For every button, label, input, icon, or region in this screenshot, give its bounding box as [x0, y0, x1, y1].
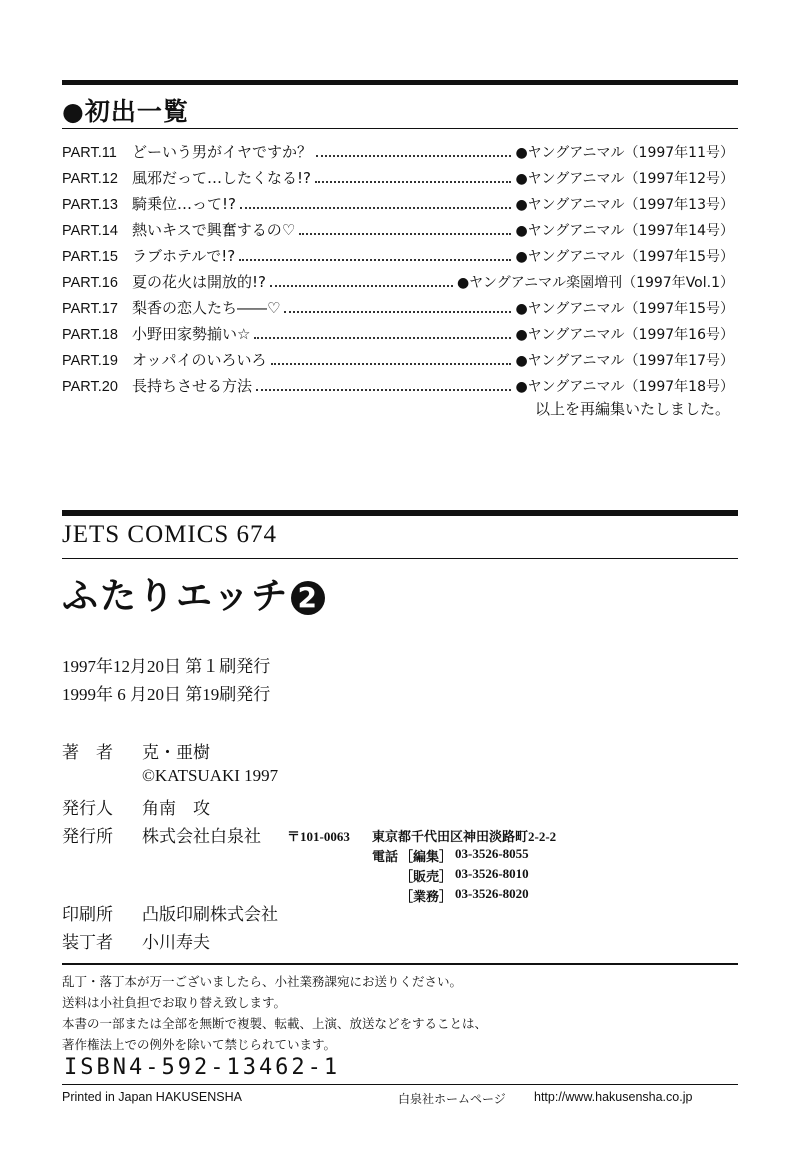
toc-dot-leader: [256, 389, 511, 391]
homepage-url: http://www.hakusensha.co.jp: [534, 1090, 693, 1104]
designer-name: 小川寿夫: [142, 933, 210, 953]
notice-line-2: 送料は小社負担でお取り替え致します。: [62, 995, 287, 1010]
publisher-person: 角南 攻: [142, 799, 210, 819]
printer-name: 凸版印刷株式会社: [142, 905, 278, 925]
toc-source: ●ヤングアニマル（1997年13号）: [515, 197, 734, 213]
homepage-label: 白泉社ホームページ: [398, 1092, 506, 1106]
print-date-latest: 1999年 6 月20日 第19刷発行: [62, 685, 271, 704]
postal-code: 〒101-0063: [287, 829, 350, 844]
publisher-label: 発行所: [62, 827, 113, 847]
notice-line-1: 乱丁・落丁本が万一ございましたら、小社業務課宛にお送りください。: [62, 974, 463, 989]
toc-source: ●ヤングアニマル（1997年12号）: [515, 171, 734, 187]
toc-chapter-title: 夏の花火は開放的!?: [132, 273, 266, 291]
toc-heading-rule: [62, 128, 738, 129]
toc-dot-leader: [284, 311, 511, 313]
toc-chapter-title: オッパイのいろいろ: [132, 351, 267, 369]
series-name: JETS COMICS 674: [62, 521, 278, 548]
toc-row: [62, 349, 734, 375]
toc-dot-leader: [239, 259, 511, 261]
toc-chapter-title: ラブホテルで!?: [132, 247, 236, 265]
reedit-note: 以上を再編集いたしました。: [534, 400, 730, 418]
toc-dot-leader: [271, 363, 512, 365]
toc-source: ●ヤングアニマル（1997年15号）: [515, 249, 734, 265]
toc-row: [62, 245, 734, 271]
toc-source: ●ヤングアニマル（1997年14号）: [515, 223, 734, 239]
toc-part-number: PART.17: [62, 301, 118, 317]
toc-dot-leader: [315, 181, 511, 183]
phone-number-business: 03-3526-8020: [455, 886, 529, 901]
phone-number-sales: 03-3526-8010: [455, 866, 529, 881]
toc-row: [62, 297, 734, 323]
publisher-person-label: 発行人: [62, 799, 113, 819]
toc-part-number: PART.20: [62, 379, 118, 395]
colophon-rule-thin: [62, 558, 738, 559]
printed-in-japan: Printed in Japan HAKUSENSHA: [62, 1090, 242, 1104]
toc-heading: ●初出一覧: [62, 97, 189, 126]
phone-dept-sales: ［販売］: [400, 869, 453, 884]
toc-part-number: PART.16: [62, 275, 118, 291]
print-date-first: 1997年12月20日 第１刷発行: [62, 657, 271, 676]
toc-dot-leader: [254, 337, 511, 339]
phone-dept-editorial: ［編集］: [400, 849, 453, 864]
toc-part-number: PART.13: [62, 197, 118, 213]
toc-dot-leader: [299, 233, 511, 235]
toc-source: ●ヤングアニマル楽園増刊（1997年Vol.1）: [456, 275, 734, 291]
toc-dot-leader: [270, 285, 453, 287]
toc-source: ●ヤングアニマル（1997年15号）: [515, 301, 734, 317]
publisher-name: 株式会社白泉社: [142, 827, 261, 847]
book-title: [62, 568, 325, 619]
footer-rule: [62, 1084, 738, 1085]
toc-row: [62, 141, 734, 167]
toc-part-number: PART.11: [62, 145, 117, 161]
phone-number-editorial: 03-3526-8055: [455, 846, 529, 861]
toc-row: [62, 193, 734, 219]
printer-label: 印刷所: [62, 905, 113, 925]
toc-source: ●ヤングアニマル（1997年17号）: [515, 353, 734, 369]
toc-part-number: PART.19: [62, 353, 118, 369]
phone-label: 電話: [372, 849, 399, 864]
designer-label: 装丁者: [62, 933, 113, 953]
toc-part-number: PART.12: [62, 171, 118, 187]
toc-chapter-title: 長持ちさせる方法: [132, 377, 253, 395]
author-name: 克・亜樹: [142, 743, 210, 763]
volume-badge: 2: [291, 581, 325, 615]
book-title-text: ふたりエッチ: [62, 576, 290, 617]
toc-part-number: PART.15: [62, 249, 118, 265]
toc-row: [62, 219, 734, 245]
toc-row: [62, 323, 734, 349]
toc-row: [62, 167, 734, 193]
toc-chapter-title: 熱いキスで興奮するの♡: [132, 221, 296, 239]
toc-source: ●ヤングアニマル（1997年11号）: [515, 145, 734, 161]
author-label: 著 者: [62, 743, 113, 763]
toc-part-number: PART.18: [62, 327, 118, 343]
notice-line-4: 著作権法上での例外を除いて禁じられています。: [62, 1037, 337, 1052]
toc-chapter-title: 梨香の恋人たち――♡: [132, 299, 281, 317]
publisher-address: 東京都千代田区神田淡路町2-2-2: [372, 829, 557, 844]
toc-dot-leader: [240, 207, 511, 209]
notice-line-3: 本書の一部または全部を無断で複製、転載、上演、放送などをすることは、: [62, 1016, 488, 1031]
toc-source: ●ヤングアニマル（1997年18号）: [515, 379, 734, 395]
copyright-line: ©KATSUAKI 1997: [142, 766, 279, 785]
toc-source: ●ヤングアニマル（1997年16号）: [515, 327, 734, 343]
notice-rule: [62, 963, 738, 965]
isbn: ISBN4-592-13462-1: [64, 1055, 341, 1080]
phone-dept-business: ［業務］: [400, 889, 453, 904]
toc-chapter-title: 風邪だって…したくなる!?: [132, 169, 311, 187]
toc-chapter-title: 騎乗位…って!?: [132, 195, 236, 213]
toc-dot-leader: [316, 155, 511, 157]
toc-part-number: PART.14: [62, 223, 118, 239]
toc-chapter-title: どーいう男がイヤですか？: [132, 143, 313, 161]
toc-row: [62, 271, 734, 297]
top-rule: [62, 80, 738, 85]
toc-chapter-title: 小野田家勢揃い☆: [132, 325, 251, 343]
colophon-rule-thick: [62, 510, 738, 516]
